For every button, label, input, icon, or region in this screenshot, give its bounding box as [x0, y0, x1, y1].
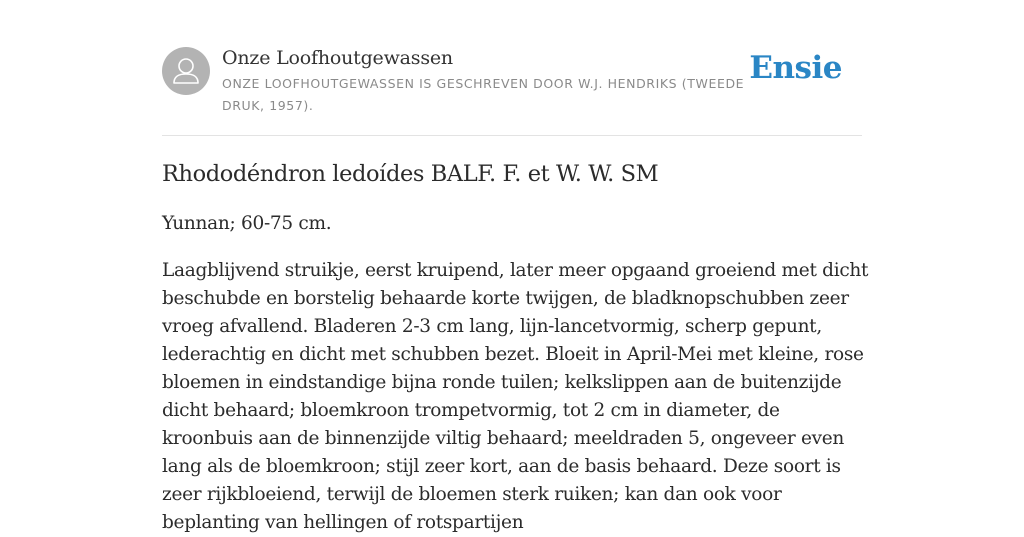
entry-content [162, 158, 874, 537]
source-title[interactable]: Onze Loofhoutgewassen [222, 47, 453, 69]
entry-body: Laagblijvend struikje, eerst kruipend, later meer opgaand groeiend met dicht beschubde en borstelig behaarde korte twijgen, de bladknopschubben zeer vroeg afvallend. Bladeren 2-3 cm lang, lijn-lancetvormig, scherp gepunt, lederachtig en dicht met schubben bezet. Bloeit in April-Mei met kleine, rose bloemen in eindstandige bijna ronde tuilen; kelkslippen aan de buitenzijde dicht behaard; bloemkroon trompetvormig, tot 2 cm in diameter, de kroonbuis aan de binnenzijde viltig behaard; meeldraden 5, ongeveer even lang als de bloemkroon; stijl zeer kort, aan de basis behaard. Deze soort is zeer rijkbloeiend, terwijl de bloemen sterk ruiken; kan dan ook voor beplanting van hellingen of rotspartijen [162, 260, 869, 533]
user-avatar-icon[interactable] [162, 47, 210, 95]
source-description: ONZE LOOFHOUTGEWASSEN IS GESCHREVEN DOOR W.J. HENDRIKS (TWEEDE DRUK, 1957). [222, 76, 745, 113]
header-divider [162, 135, 862, 136]
entry-origin: Yunnan; 60-75 cm. [162, 213, 332, 234]
entry-title: Rhododéndron ledoídes BALF. F. et W. W. SM [162, 161, 659, 187]
source-meta [222, 46, 752, 117]
source-header [162, 46, 862, 136]
brand-logo[interactable]: Ensie [749, 50, 842, 86]
